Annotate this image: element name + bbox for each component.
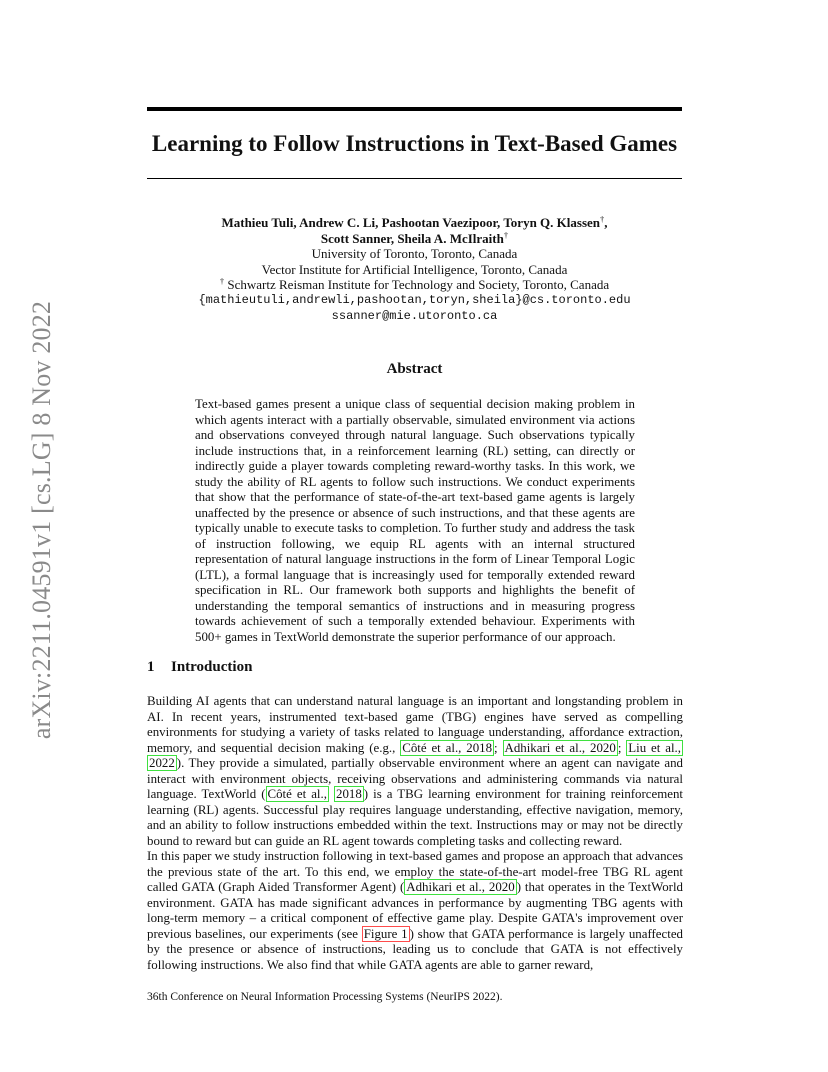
author-names-1: Mathieu Tuli, Andrew C. Li, Pashootan Vaezipoor, Toryn Q. Klassen — [221, 215, 601, 230]
citation-link[interactable]: Adhikari et al., 2020 — [406, 880, 515, 894]
paragraph-text: In this paper we study instruction following in text-based games and propose an approach that advances the previous state of the art. To this end, we employ the state-of-the-art model-free TBG RL agent called GATA (Graph Aided Transformer Agent) ( — [147, 849, 683, 894]
citation-link[interactable]: Côté et al., 2018 — [402, 740, 493, 755]
introduction-paragraph-2 — [147, 849, 683, 973]
affiliation-mark: † — [219, 276, 225, 287]
affiliation-mark: † — [503, 229, 509, 240]
author-names-2: Scott Sanner, Sheila A. McIlraith — [320, 230, 504, 246]
author-block — [147, 215, 682, 324]
title-bottom-rule — [147, 178, 682, 179]
paragraph-text: Building AI agents that can understand natural language is an important and longstanding problem in AI. In recent years, instrumented text-based game (TBG) engines have served as compelling environments for studying a variety of tasks related to language understanding, affordance extraction, memory, and sequential decision making (e.g., — [147, 694, 683, 755]
author-names-1-comma: , — [604, 215, 608, 230]
abstract-heading: Abstract — [386, 361, 443, 377]
paragraph-text: ). They provide a simulated, partially observable environment where an agent can navigate and interact with environment objects, receiving observations and administering commands via natural language. TextWorld ( — [147, 756, 683, 801]
conference-footnote: 36th Conference on Neural Information Processing Systems (NeurIPS 2022). — [147, 991, 503, 1003]
paragraph-text: ; — [617, 740, 627, 755]
paragraph-text: ; — [494, 740, 503, 755]
citation-link[interactable]: 2018 — [336, 787, 362, 801]
abstract-body: Text-based games present a unique class of sequential decision making problem in which agents interact with a partially observable, simulated environment via actions and observations conveyed through natural language. Such observations typically include instructions that, in a reinforcement learning (RL) setting, can directly or indirectly guide a player towards completing reward-worthy tasks. In this work, we study the ability of RL agents to follow such instructions. We conduct experiments that show that the performance of state-of-the-art text-based game agents is largely unaffected by the presence or absence of such instructions, and that these agents are typically unable to execute tasks to completion. To further study and address the task of instruction following, we equip RL agents with an internal structured representation of natural language instructions in the form of Linear Temporal Logic (LTL), a formal language that is increasingly used for temporally extended reward specification in RL. Our framework both supports and highlights the benefit of understanding the temporal semantics of instructions and in measuring progress towards achievement of such a temporally extended behaviour. Experiments with 500+ games in TextWorld demonstrate the superior performance of our approach. — [195, 397, 635, 644]
affiliation-schwartz-reisman-text: Schwartz Reisman Institute for Technology and Society, Toronto, Canada — [224, 277, 610, 293]
citation-link[interactable]: Liu et al., — [628, 740, 681, 755]
citation-link[interactable]: Côté et al., — [267, 787, 327, 801]
affiliation-mark: † — [600, 214, 605, 224]
paragraph-text: ) that operates in the TextWorld environment. GATA has made significant advances in performance by augmenting TBG agents with long-term memory – a critical component of effective game play. Despite GATA's improvement over previous baselines, our experiments (see — [147, 880, 684, 941]
arxiv-identifier-stamp — [20, 290, 64, 750]
citation-link[interactable]: Adhikari et al., 2020 — [504, 740, 616, 755]
affiliation-university: University of Toronto, Toronto, Canada — [311, 246, 518, 262]
section-title: Introduction — [171, 659, 253, 675]
paper-title: Learning to Follow Instructions in Text-Based Games — [151, 131, 678, 156]
author-emails-toronto: {mathieutuli,andrewli,pashootan,toryn,sheila}@cs.toronto.edu — [198, 292, 631, 307]
affiliation-schwartz-reisman — [147, 277, 682, 293]
paragraph-text: ) show that GATA performance is largely unaffected by the presence or absence of instructions, leading us to conclude that GATA is not effectively following instructions. We also find that while GATA agents are able to garner reward, — [147, 926, 683, 972]
arxiv-stamp-text: arXiv:2211.04591v1 [cs.LG] 8 Nov 2022 — [27, 300, 56, 740]
author-line-2 — [147, 231, 682, 247]
affiliation-vector: Vector Institute for Artificial Intelligence, Toronto, Canada — [261, 261, 568, 277]
author-email-sanner: ssanner@mie.utoronto.ca — [331, 308, 498, 323]
figure-reference-link[interactable]: Figure 1 — [363, 926, 408, 941]
citation-link[interactable]: 2022 — [149, 756, 175, 770]
introduction-heading — [147, 659, 252, 676]
title-top-rule — [147, 107, 682, 111]
author-line-1 — [147, 215, 682, 231]
paragraph-text: ) is a TBG learning environment for training reinforcement learning (RL) agents. Successful play requires language understanding, effective navigation, memory, and an ability to follow instructions embedded within the text. Instructions may or may not be directly bound to reward but can guide an RL agent towards completing tasks and collecting reward. — [147, 787, 684, 848]
introduction-paragraph-1 — [147, 694, 683, 849]
section-number: 1 — [147, 659, 155, 675]
